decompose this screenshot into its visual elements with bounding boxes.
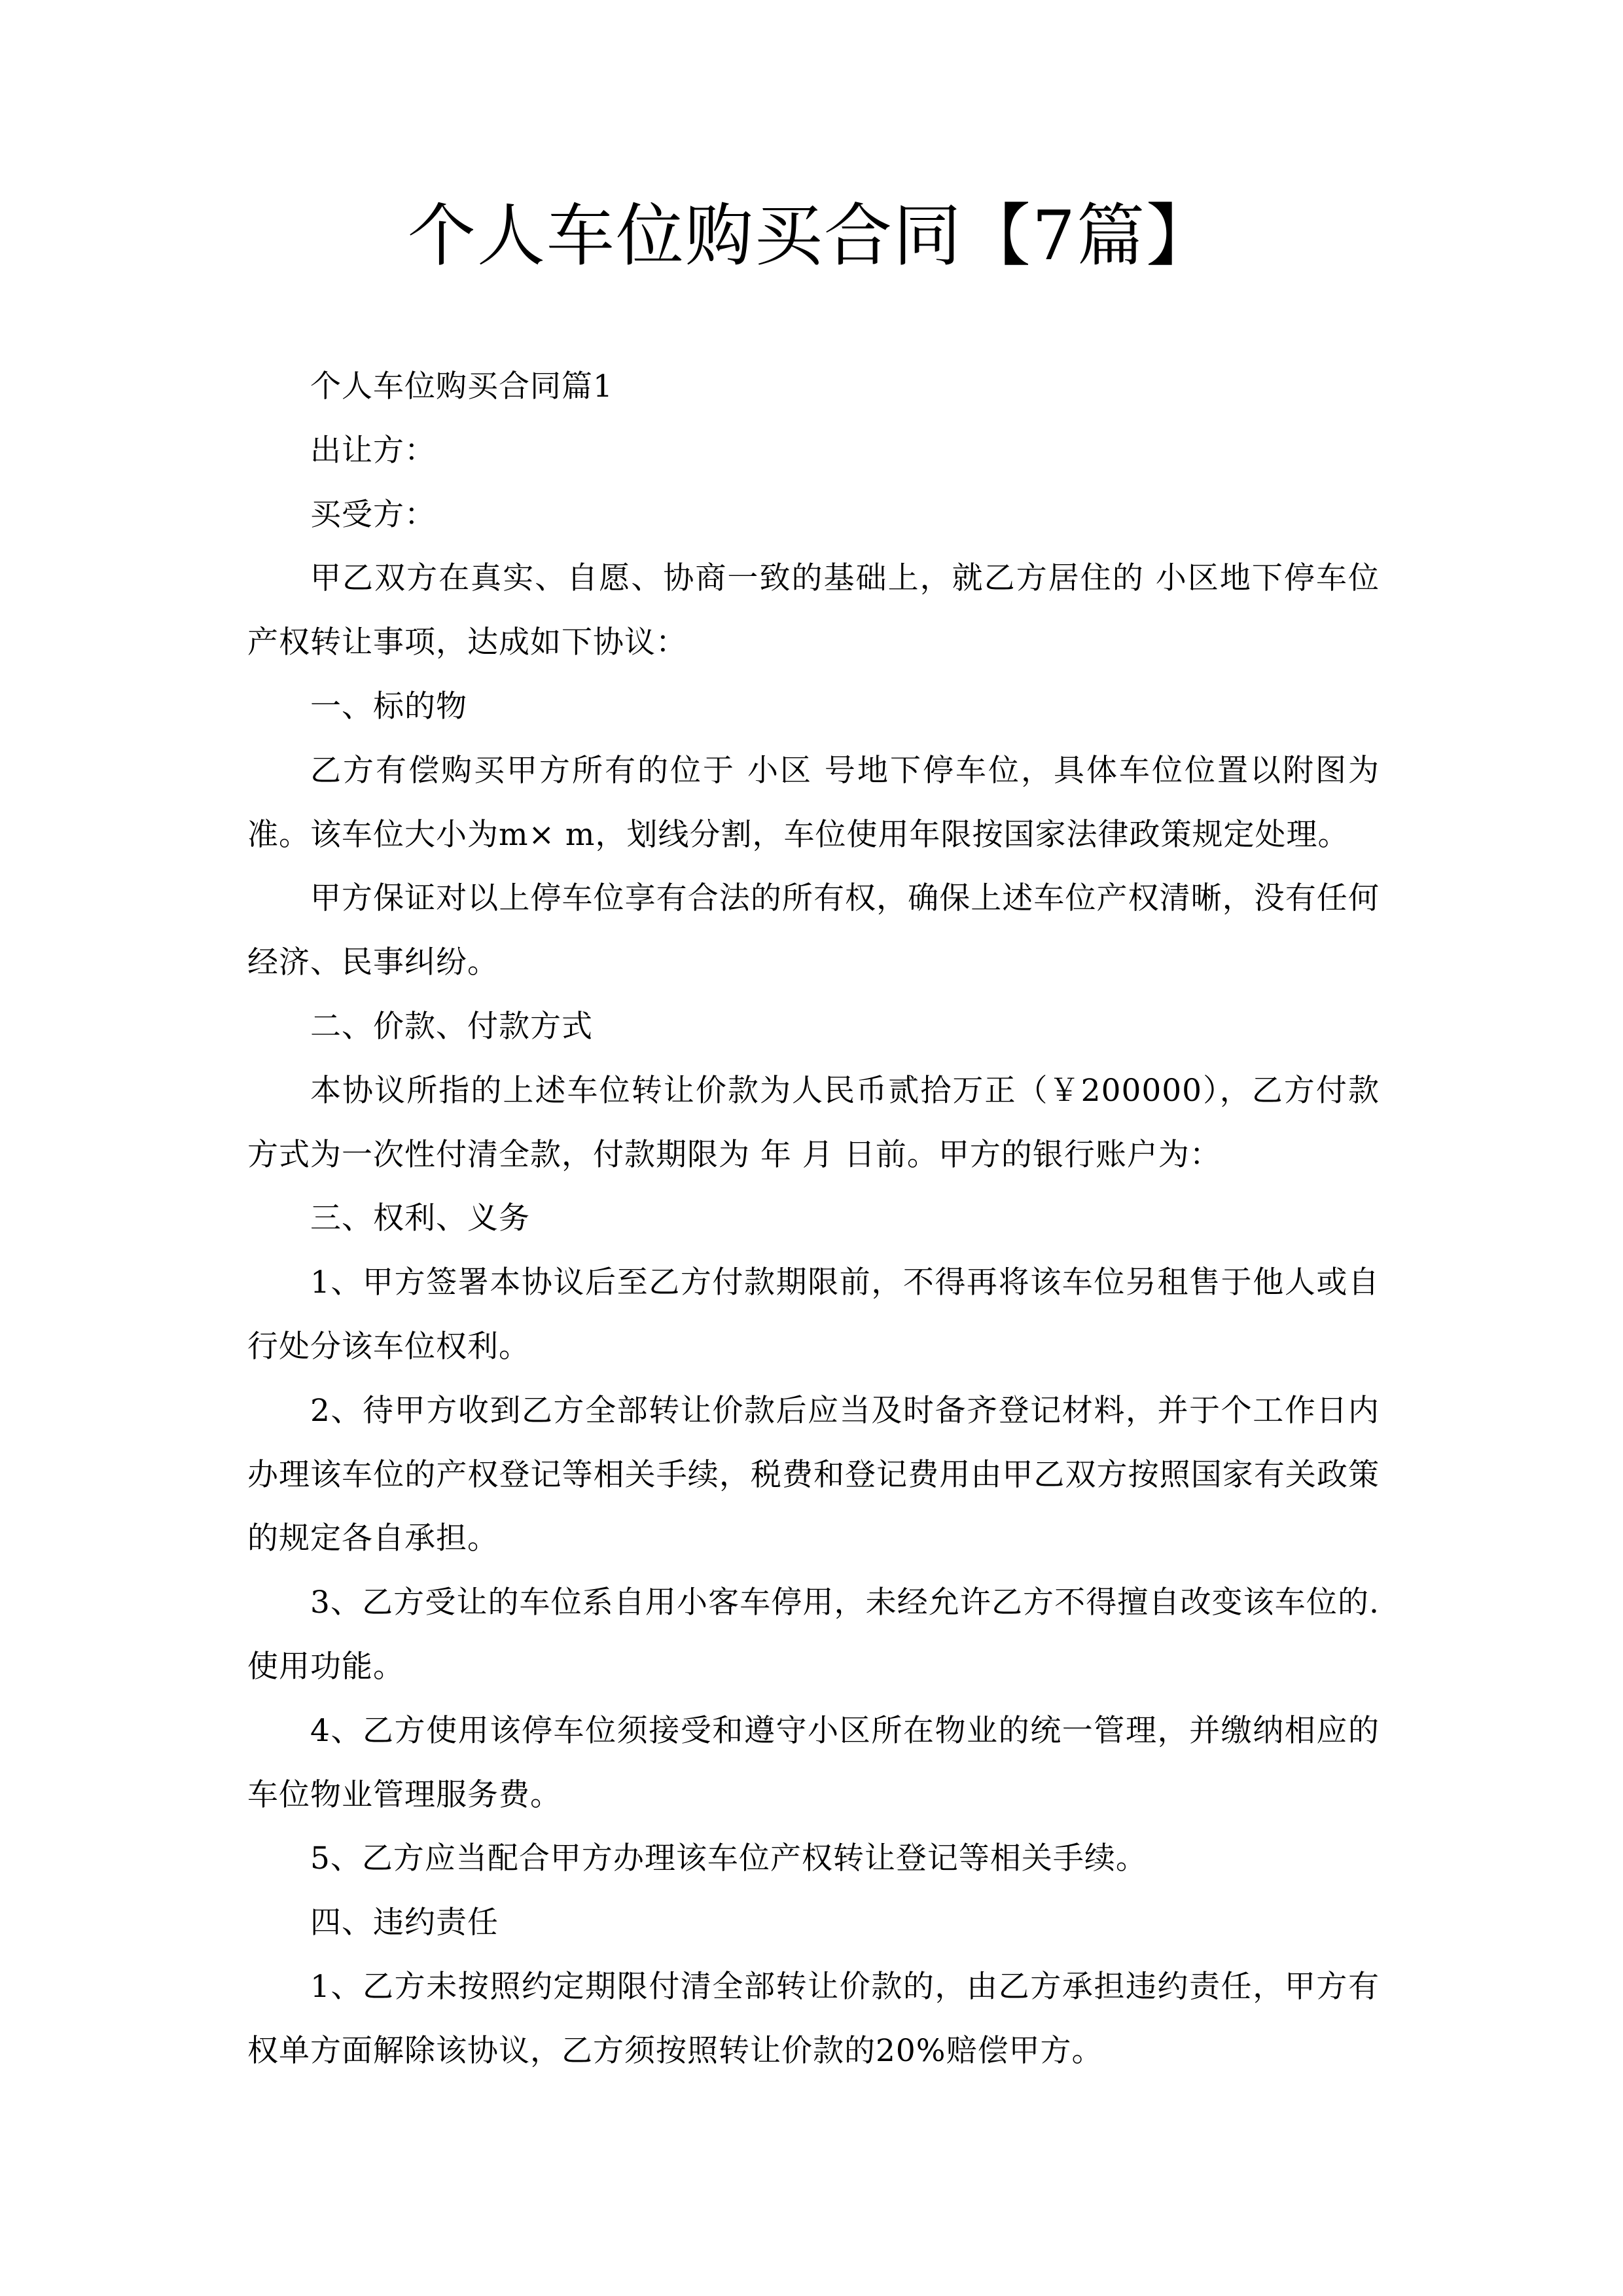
rights-item-2: 2、待甲方收到乙方全部转让价款后应当及时备齐登记材料，并于个工作日内办理该车位的产权登记等相关手续，税费和登记费用由甲乙双方按照国家有关政策的规定各自承担。	[247, 1392, 1380, 1557]
clause-heading-rights: 三、权利、义务	[310, 1200, 530, 1237]
rights-item-5: 5、乙方应当配合甲方办理该车位产权转让登记等相关手续。	[310, 1840, 1147, 1877]
liability-item-1: 1、乙方未按照约定期限付清全部转让价款的，由乙方承担违约责任，甲方有权单方面解除该协议，乙方须按照转让价款的20%赔偿甲方。	[247, 1968, 1380, 2069]
document-body	[247, 355, 1380, 2083]
subject-paragraph-1: 乙方有偿购买甲方所有的位于 小区 号地下停车位，具体车位位置以附图为准。该车位大小为m× m，划线分割，车位使用年限按国家法律政策规定处理。	[247, 752, 1380, 853]
clause-heading-liability: 四、违约责任	[310, 1905, 499, 1941]
preamble-paragraph: 甲乙双方在真实、自愿、协商一致的基础上，就乙方居住的 小区地下停车位产权转让事项，达成如下协议：	[247, 560, 1380, 661]
rights-item-3: 3、乙方受让的车位系自用小客车停用，未经允许乙方不得擅自改变该车位的.使用功能。	[247, 1585, 1380, 1685]
buyer-party-line: 买受方：	[310, 496, 436, 533]
document-title: 个人车位购买合同【7篇】	[407, 196, 1216, 276]
clause-heading-price: 二、价款、付款方式	[310, 1008, 593, 1045]
rights-item-4: 4、乙方使用该停车位须接受和遵守小区所在物业的统一管理，并缴纳相应的车位物业管理服务费。	[247, 1712, 1380, 1813]
section-heading-1: 个人车位购买合同篇1	[310, 368, 613, 404]
price-paragraph: 本协议所指的上述车位转让价款为人民币贰拾万正（￥200000），乙方付款方式为一次性付清全款，付款期限为 年 月 日前。甲方的银行账户为：	[247, 1072, 1380, 1173]
subject-paragraph-2: 甲方保证对以上停车位享有合法的所有权，确保上述车位产权清晰，没有任何经济、民事纠纷。	[247, 880, 1380, 981]
seller-party-line: 出让方：	[310, 432, 436, 469]
clause-heading-subject: 一、标的物	[310, 688, 467, 725]
rights-item-1: 1、甲方签署本协议后至乙方付款期限前，不得再将该车位另租售于他人或自行处分该车位权利。	[247, 1265, 1380, 1365]
